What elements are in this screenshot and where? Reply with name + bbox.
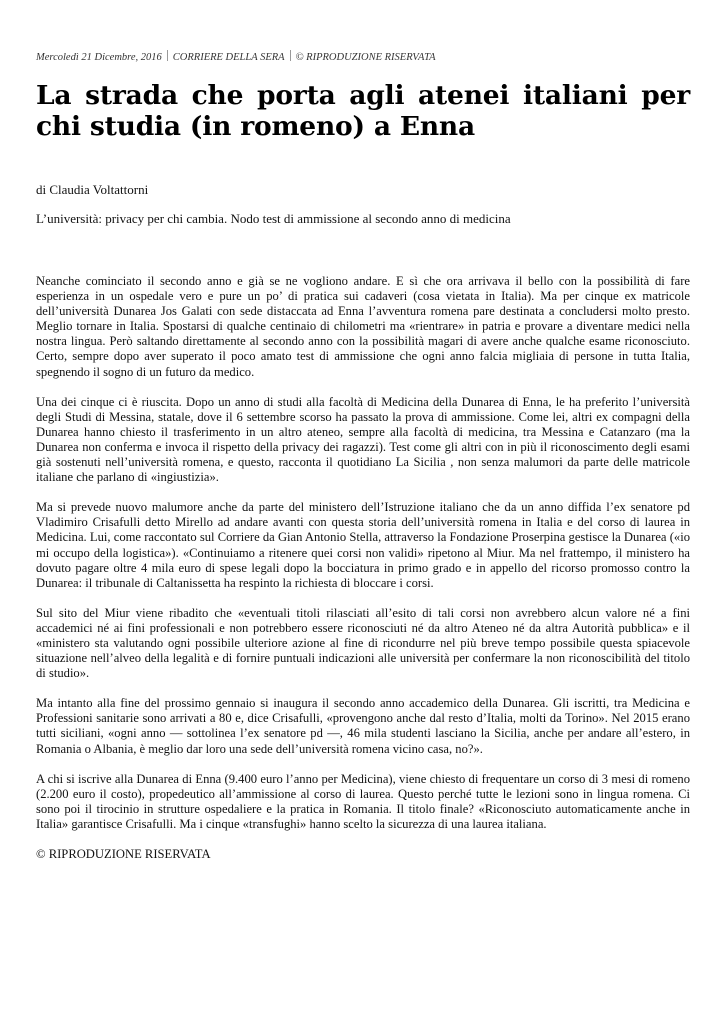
meta-divider: [290, 50, 291, 61]
body-paragraph: Ma si prevede nuovo malumore anche da parte del ministero dell’Istruzione italiano che da un anno diffida l’ex senatore pd Vladimiro Crisafulli detto Mirello ad andare avanti con questa storia dell’università romena in Italia e del corso di laurea in Medicina. Lui, come raccontato sul Corriere da Gian Antonio Stella, attraverso la Fondazione Proserpina gestisce la Dunarea («io mi occupo della logistica»). «Continuiamo a ritenere quei corsi non validi» ripetono al Miur. Ma nel frattempo, il ministero ha dovuto pagare oltre 4 mila euro di spese legali dopo la bocciatura in primo grado e in appello del ricorso promosso contro la Dunarea: il tribunale di Caltanissetta ha respinto la richiesta di bloccare i corsi.: [36, 500, 690, 590]
body-paragraph: A chi si iscrive alla Dunarea di Enna (9.400 euro l’anno per Medicina), viene chiesto di frequentare un corso di 3 mesi di romeno (2.200 euro il costo), propedeutico all’ammissione al corso di laurea. Questo perché tutte le lezioni sono in lingua romena. Ci sono poi il tirocinio in strutture ospedaliere e la pratica in Romania. Il titolo finale? «Riconosciuto automaticamente anche in Italia» garantisce Crisafulli. Ma i cinque «transfughi» hanno scelto la sicurezza di una laurea italiana.: [36, 771, 690, 831]
article-byline: di Claudia Voltattorni: [36, 182, 149, 197]
body-paragraph: Neanche cominciato il secondo anno e già se ne vogliono andare. E sì che ora arrivava il bello con la possibilità di fare esperienza in un ospedale vero e pure un po’ di pratica sui cadaveri (cosa vietata in Italia). Ma per cinque ex matricole dell’università Dunarea Jos Galati con sede distaccata ad Enna l’avventura romena pare destinata a concludersi molto presto. Meglio tornare in Italia. Spostarsi di qualche centinaio di chilometri ma «rientrare» in patria e provare a diventare medici nella nostra lingua. Però saltando direttamente al secondo anno con la possibilità magari di avere anche qualche esame riconosciuto. Certo, sempre dopo aver superato il poco amato test di ammissione che ogni anno falcia migliaia di persone in tutta Italia, spegnendo il sogno di un futuro da medico.: [36, 274, 690, 379]
copyright-footer: © RIPRODUZIONE RISERVATA: [36, 847, 211, 861]
article-meta: [36, 50, 436, 63]
publication-name: CORRIERE DELLA SERA: [172, 52, 285, 63]
meta-divider: [167, 50, 168, 61]
publication-date: Mercoledì 21 Dicembre, 2016: [36, 52, 162, 63]
rights-notice: © RIPRODUZIONE RISERVATA: [295, 52, 436, 63]
body-paragraph: Ma intanto alla fine del prossimo gennaio si inaugura il secondo anno accademico della Dunarea. Gli iscritti, tra Medicina e Professioni sanitarie sono arrivati a 80 e, dice Crisafulli, «provengono anche dal resto d’Italia, molti da Torino». Nel 2015 erano tutti siciliani, «ogni anno — sottolinea l’ex senatore pd —, 46 mila studenti lasciano la Sicilia, anche per andare all’estero, in Romania o Albania, è meglio dar loro una sede dell’università romena vicino casa, no?».: [36, 696, 690, 756]
body-paragraph: Sul sito del Miur viene ribadito che «eventuali titoli rilasciati all’esito di tali corsi non avrebbero alcun valore né a fini accademici né ai fini professionali e non potrebbero essere riconosciuti né da altro Ateneo né da altra Autorità pubblica» e il «ministero sta valutando ogni possibile ulteriore azione al fine di ricondurre nel più breve tempo possibile questa spiacevole situazione nell’alveo della legalità e di fornire puntuali indicazioni alle università per confermare la non riconoscibilità del titolo di studio».: [36, 605, 690, 681]
article-body: [36, 274, 690, 862]
body-paragraph: Una dei cinque ci è riuscita. Dopo un anno di studi alla facoltà di Medicina della Dunarea di Enna, le ha preferito l’università degli Studi di Messina, statale, dove il 6 settembre scorso ha passato la prova di ammissione. Come lei, altri ex compagni della Dunarea hanno chiesto il trasferimento in un altro ateneo, sempre alla facoltà di medicina, tra Messina e Catanzaro (ma la Dunarea non conferma e invoca il rispetto della privacy dei ragazzi). Test come gli altri con in più il riconoscimento degli esami già sostenuti nell’università romena, e questo, racconta il quotidiano La Sicilia , non senza malumori da parte delle matricole italiane che parlano di «ingiustizia».: [36, 394, 690, 485]
article-summary: L’università: privacy per chi cambia. Nodo test di ammissione al secondo anno di medicina: [36, 211, 511, 226]
article-title: La strada che porta agli atenei italiani per chi studia (in romeno) a Enna: [36, 80, 690, 142]
